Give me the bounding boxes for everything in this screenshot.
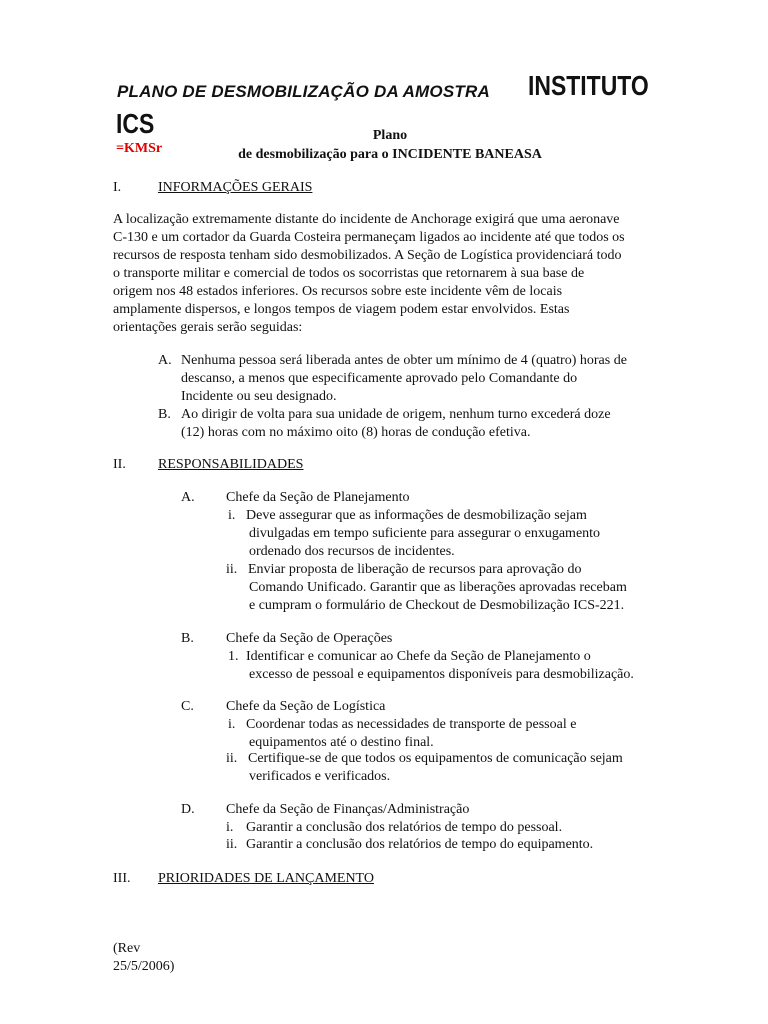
list-line: divulgadas em tempo suficiente para assegurar o enxugamento (249, 526, 601, 541)
section-1-heading: INFORMAÇÕES GERAIS (158, 180, 313, 195)
resp-d-marker: D. (181, 802, 195, 817)
list-line: Identificar e comunicar ao Chefe da Seção de Planejamento o (246, 649, 591, 664)
resp-c-marker: C. (181, 699, 194, 714)
resp-b-item-1 (228, 648, 634, 684)
resp-a-item-i (228, 507, 600, 561)
resp-b-title: Chefe da Seção de Operações (226, 631, 393, 646)
resp-a-title: Chefe da Seção de Planejamento (226, 490, 410, 505)
resp-c-item-ii (226, 750, 623, 786)
section-2-heading: RESPONSABILIDADES (158, 457, 304, 472)
section-3-heading: PRIORIDADES DE LANÇAMENTO (158, 871, 374, 886)
list-marker: i. (228, 508, 236, 523)
list-line: equipamentos até o destino final. (249, 735, 434, 750)
general-info-paragraph (113, 211, 673, 337)
list-marker: i. (226, 820, 234, 835)
paragraph-line: recursos de resposta tenham sido desmobilizados. A Seção de Logística providenciará todo (113, 248, 622, 263)
document-header-title: PLANO DE DESMOBILIZAÇÃO DA AMOSTRA (117, 82, 490, 101)
list-marker: B. (158, 407, 171, 422)
list-line: Incidente ou seu designado. (181, 389, 337, 404)
list-line: Garantir a conclusão dos relatórios de tempo do pessoal. (246, 820, 563, 835)
list-line: Nenhuma pessoa será liberada antes de obter um mínimo de 4 (quatro) horas de (181, 353, 627, 368)
resp-d-item-ii (226, 836, 593, 854)
revision-date: 25/5/2006) (113, 959, 175, 974)
document-code: =KMSr (116, 141, 163, 156)
revision-note (113, 940, 174, 976)
section-2-number: II. (113, 457, 126, 472)
revision-label: (Rev (113, 941, 141, 956)
resp-a-marker: A. (181, 490, 195, 505)
list-line: e cumpram o formulário de Checkout de Desmobilização ICS-221. (249, 598, 625, 613)
list-line: excesso de pessoal e equipamentos disponíveis para desmobilização. (249, 667, 634, 682)
paragraph-line: origem nos 48 estados inferiores. Os recursos sobre este incidente vêm de locais (113, 284, 563, 299)
guideline-item-b (158, 406, 627, 442)
list-marker: ii. (226, 751, 238, 766)
list-line: Certifique-se de que todos os equipamentos de comunicação sejam (248, 751, 623, 766)
list-line: Ao dirigir de volta para sua unidade de origem, nenhum turno excederá doze (181, 407, 611, 422)
list-line: (12) horas com no máximo oito (8) horas de condução efetiva. (181, 425, 531, 440)
list-line: descanso, a menos que especificamente aprovado pelo Comandante do (181, 371, 578, 386)
institute-label: INSTITUTO (528, 70, 649, 101)
paragraph-line: orientações gerais serão seguidas: (113, 320, 303, 335)
list-line: Enviar proposta de liberação de recursos para aprovação do (248, 562, 582, 577)
paragraph-line: C-130 e um cortador da Guarda Costeira permaneçam ligados ao incidente até que todos os (113, 230, 625, 245)
paragraph-line: A localização extremamente distante do incidente de Anchorage exigirá que uma aeronave (113, 212, 620, 227)
list-line: Deve assegurar que as informações de desmobilização sejam (246, 508, 587, 523)
list-marker: A. (158, 353, 172, 368)
list-marker: i. (228, 717, 236, 732)
resp-c-item-i (228, 716, 576, 752)
list-line: verificados e verificados. (249, 769, 391, 784)
resp-d-title: Chefe da Seção de Finanças/Administração (226, 802, 470, 817)
section-3-number: III. (113, 871, 131, 886)
resp-c-title: Chefe da Seção de Logística (226, 699, 386, 714)
resp-d-item-i (226, 819, 562, 837)
list-line: ordenado dos recursos de incidentes. (249, 544, 455, 559)
ics-label: ICS (116, 108, 155, 139)
guideline-list (158, 352, 627, 442)
paragraph-line: o transporte militar e comercial de todos os socorristas que retornarem à sua base de (113, 266, 585, 281)
resp-a-item-ii (226, 561, 627, 615)
resp-b-marker: B. (181, 631, 194, 646)
guideline-item-a (158, 352, 627, 406)
paragraph-line: amplamente dispersos, e longos tempos de viagem podem estar envolvidos. Estas (113, 302, 570, 317)
list-line: Garantir a conclusão dos relatórios de tempo do equipamento. (246, 837, 594, 852)
list-marker: ii. (226, 562, 238, 577)
list-marker: ii. (226, 837, 238, 852)
section-1-number: I. (113, 180, 122, 195)
list-line: Comando Unificado. Garantir que as liberações aprovadas recebam (249, 580, 627, 595)
list-line: Coordenar todas as necessidades de transporte de pessoal e (246, 717, 577, 732)
plan-title-line2: de desmobilização para o INCIDENTE BANEASA (238, 147, 542, 162)
plan-title-line1: Plano (372, 128, 408, 143)
list-marker: 1. (228, 649, 239, 664)
